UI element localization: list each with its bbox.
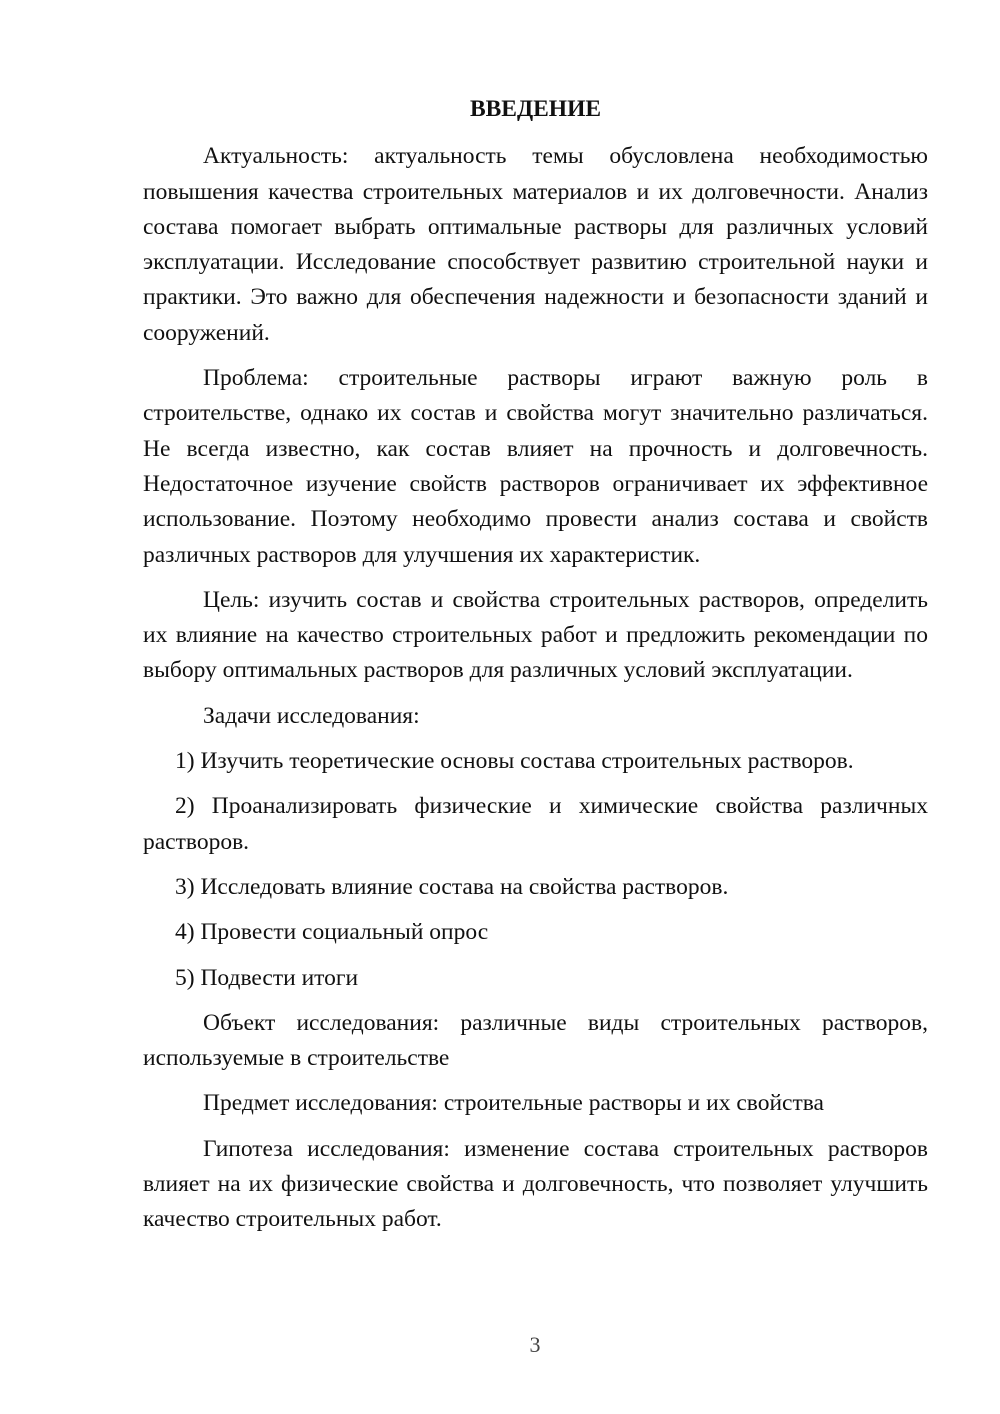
task-item-1: 1) Изучить теоретические основы состава строительных растворов. <box>175 748 854 775</box>
goal-paragraph: Цель: изучить состав и свойства строительных растворов, определить их влияние на качество строительных работ и предложить рекомендации по выбору оптимальных растворов для различных условий эксплуатации. <box>143 586 928 684</box>
hypothesis-paragraph: Гипотеза исследования: изменение состава строительных растворов влияет на их физические свойства и долговечность, что позволяет улучшить качество строительных работ. <box>143 1135 928 1233</box>
page-number: 3 <box>529 1332 541 1357</box>
page-content <box>143 92 928 1248</box>
object-paragraph: Объект исследования: различные виды строительных растворов, используемые в строительстве <box>143 1009 928 1072</box>
tasks-title: Задачи исследования: <box>203 702 420 729</box>
problem-paragraph: Проблема: строительные растворы играют важную роль в строительстве, однако их состав и свойства могут значительно различаться. Не всегда известно, как состав влияет на прочность и долговечность. Недостаточное изучение свойств растворов ограничивает их эффективное использование. Поэтому необходимо провести анализ состава и свойств различных растворов для улучшения их характеристик. <box>143 365 928 568</box>
task-item-4: 4) Провести социальный опрос <box>175 919 489 946</box>
task-item-2: 2) Проанализировать физические и химические свойства различных растворов. <box>143 793 928 855</box>
section-heading: ВВЕДЕНИЕ <box>469 96 602 122</box>
relevance-paragraph: Актуальность: актуальность темы обусловлена необходимостью повышения качества строительных материалов и их долговечности. Анализ состава помогает выбрать оптимальные растворы для различных условий эксплуатации. Исследование способствует развитию строительной науки и практики. Это важно для обеспечения надежности и безопасности зданий и сооружений. <box>143 143 928 346</box>
subject-paragraph: Предмет исследования: строительные растворы и их свойства <box>203 1090 824 1117</box>
task-item-5: 5) Подвести итоги <box>175 964 359 991</box>
task-item-3: 3) Исследовать влияние состава на свойства растворов. <box>175 873 729 900</box>
